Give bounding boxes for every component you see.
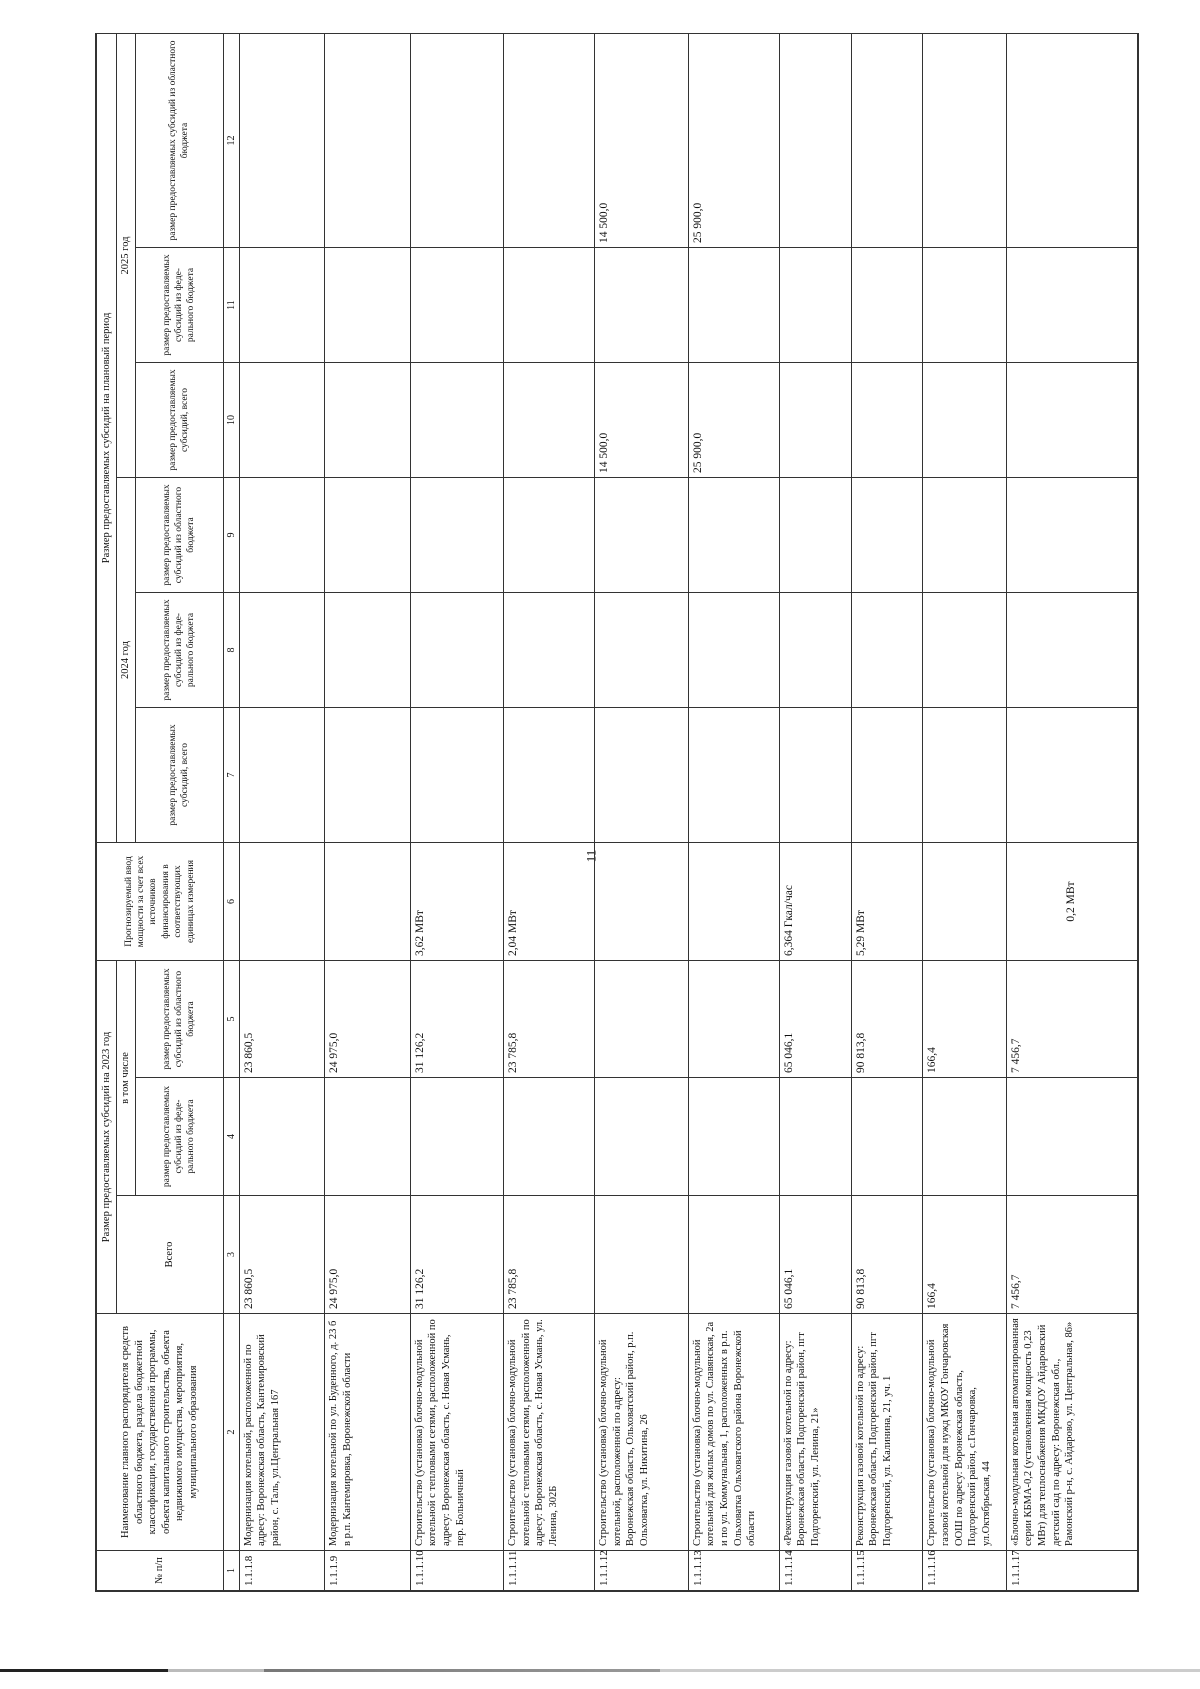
row-name-cell: Строительство (установка) блочно-модульной котельной с тепловыми сетями, расположенной по адресу: Воронежская область, с. Новая Усмань, ул. Ленина, 302Б [504, 1314, 595, 1551]
row-number-cell: 1.1.1.12 [595, 1551, 688, 1591]
total-2025-cell [239, 363, 324, 478]
regional-2024-cell [239, 478, 324, 593]
total-2023-cell: 90 813,8 [851, 1196, 923, 1314]
table-row [688, 33, 779, 1590]
table-row [851, 33, 923, 1590]
regional-2024-cell [325, 478, 410, 593]
row-number-cell: 1.1.1.14 [779, 1551, 851, 1591]
regional-2023-cell: 65 046,1 [779, 961, 851, 1078]
regional-2024-cell [923, 478, 1006, 593]
page-number: 11 [583, 849, 599, 863]
federal-2025-cell [410, 248, 503, 363]
total-2023-cell: 23 860,5 [239, 1196, 324, 1314]
total-2024-cell [923, 708, 1006, 843]
header-year-2024: 2024 год [117, 478, 136, 843]
column-number: 11 [223, 248, 239, 363]
federal-2024-cell [504, 593, 595, 708]
row-name-cell: Реконструкция газовой котельной по адресу: Воронежская область, Подгоренский район, пгт Подгоренский, ул. Калинина, 21, уч. 1 [851, 1314, 923, 1551]
header-regional-2025: размер предоставляемых субсидий из областного бюджета [135, 33, 223, 247]
total-2025-cell [410, 363, 503, 478]
federal-2025-cell [504, 248, 595, 363]
total-2024-cell [779, 708, 851, 843]
federal-2024-cell [239, 593, 324, 708]
capacity-cell [923, 843, 1006, 961]
column-number: 7 [223, 708, 239, 843]
total-2025-cell [1006, 363, 1137, 478]
capacity-cell: 3,62 МВт [410, 843, 503, 961]
federal-2023-cell [595, 1078, 688, 1196]
row-name-cell: «Блочно-модульная котельная автоматизированная серии КБМА-0,2 (установленная мощность 0,23 МВт) для теплоснабжения МКДОУ Айдаровский детский сад по адресу: Воронежская обл., Рамонский р-н, с. Айдарово, ул. Центральная, 86» [1006, 1314, 1137, 1551]
total-2023-cell [595, 1196, 688, 1314]
regional-2024-cell [410, 478, 503, 593]
capacity-cell [239, 843, 324, 961]
federal-2025-cell [851, 248, 923, 363]
federal-2024-cell [595, 593, 688, 708]
header-federal-2023: размер предоставляемых субсидий из феде-рального бюджета [135, 1078, 223, 1196]
federal-2024-cell [851, 593, 923, 708]
header-total-2024: размер предоставляемых субсидий, всего [135, 708, 223, 843]
row-number-cell: 1.1.1.8 [239, 1551, 324, 1591]
federal-2023-cell [410, 1078, 503, 1196]
capacity-cell [325, 843, 410, 961]
regional-2024-cell [851, 478, 923, 593]
regional-2025-cell [779, 33, 851, 247]
header-num: № п/п [97, 1551, 224, 1591]
federal-2023-cell [688, 1078, 779, 1196]
federal-2025-cell [779, 248, 851, 363]
total-2025-cell [779, 363, 851, 478]
total-2024-cell [239, 708, 324, 843]
total-2025-cell: 14 500,0 [595, 363, 688, 478]
capacity-cell: 2,04 МВт [504, 843, 595, 961]
header-federal-2024: размер предоставляемых субсидий из феде-рального бюджета [135, 593, 223, 708]
federal-2023-cell [504, 1078, 595, 1196]
regional-2025-cell [325, 33, 410, 247]
federal-2024-cell [410, 593, 503, 708]
row-number-cell: 1.1.1.13 [688, 1551, 779, 1591]
total-2024-cell [325, 708, 410, 843]
table-row [923, 33, 1006, 1590]
federal-2025-cell [325, 248, 410, 363]
header-subsidies-2023: Размер предоставляемых субсидий на 2023 год [97, 961, 117, 1314]
row-number-cell: 1.1.1.15 [851, 1551, 923, 1591]
regional-2024-cell [688, 478, 779, 593]
federal-2024-cell [688, 593, 779, 708]
row-number-cell: 1.1.1.11 [504, 1551, 595, 1591]
row-name-cell: Модернизация котельной, расположенной по адресу: Воронежская область, Кантемировский район, с. Таль, ул.Центральная 167 [239, 1314, 324, 1551]
federal-2023-cell [779, 1078, 851, 1196]
table-row [410, 33, 503, 1590]
header-name: Наименование главного распорядителя средств областного бюджета, раздела бюджетной классификации, государственной программы, объекта капитального строительства, объекта недвижимого имущества, мероприятия, муниципального образования [97, 1314, 224, 1551]
column-number: 2 [223, 1314, 239, 1551]
total-2023-cell [688, 1196, 779, 1314]
header-regional-2024: размер предоставляемых субсидий из областного бюджета [135, 478, 223, 593]
column-number: 1 [223, 1551, 239, 1591]
total-2025-cell [325, 363, 410, 478]
regional-2025-cell: 25 900,0 [688, 33, 779, 247]
table-row [239, 33, 324, 1590]
regional-2023-cell: 23 860,5 [239, 961, 324, 1078]
total-2025-cell [923, 363, 1006, 478]
regional-2023-cell [688, 961, 779, 1078]
total-2023-cell: 166,4 [923, 1196, 1006, 1314]
federal-2023-cell [239, 1078, 324, 1196]
federal-2024-cell [923, 593, 1006, 708]
subsidy-table-frame [95, 33, 1139, 1592]
regional-2023-cell: 24 975,0 [325, 961, 410, 1078]
row-name-cell: «Реконструкция газовой котельной по адресу: Воронежская область, Подгоренский район, пгт Подгоренский, ул. Ленина, 21» [779, 1314, 851, 1551]
row-number-cell: 1.1.1.17 [1006, 1551, 1137, 1591]
federal-2025-cell [239, 248, 324, 363]
column-number: 12 [223, 33, 239, 247]
column-number: 3 [223, 1196, 239, 1314]
header-year-2025: 2025 год [117, 33, 136, 477]
regional-2023-cell [595, 961, 688, 1078]
subsidy-table [96, 33, 1138, 1591]
column-number: 8 [223, 593, 239, 708]
federal-2024-cell [1006, 593, 1137, 708]
total-2023-cell: 7 456,7 [1006, 1196, 1137, 1314]
total-2023-cell: 65 046,1 [779, 1196, 851, 1314]
regional-2024-cell [779, 478, 851, 593]
regional-2023-cell: 23 785,8 [504, 961, 595, 1078]
total-2024-cell [851, 708, 923, 843]
table-row [595, 33, 688, 1590]
federal-2023-cell [1006, 1078, 1137, 1196]
total-2023-cell: 23 785,8 [504, 1196, 595, 1314]
row-number-cell: 1.1.1.16 [923, 1551, 1006, 1591]
federal-2023-cell [923, 1078, 1006, 1196]
column-number: 10 [223, 363, 239, 478]
federal-2024-cell [779, 593, 851, 708]
capacity-cell: 5,29 МВт [851, 843, 923, 961]
row-name-cell: Строительство (установка) блочно-модульной газовой котельной для нужд МКОУ Гончаровская ООШ по адресу: Воронежская область, Подгоренский район, с.Гончаровка, ул.Октябрьская, 44 [923, 1314, 1006, 1551]
regional-2023-cell: 90 813,8 [851, 961, 923, 1078]
federal-2025-cell [688, 248, 779, 363]
capacity-cell [688, 843, 779, 961]
header-total: Всего [117, 1196, 224, 1314]
capacity-cell: 6,364 Гкал/час [779, 843, 851, 961]
total-2024-cell [595, 708, 688, 843]
column-number: 5 [223, 961, 239, 1078]
table-body [239, 33, 1137, 1590]
federal-2025-cell [923, 248, 1006, 363]
federal-2023-cell [851, 1078, 923, 1196]
scan-edge-line [0, 1669, 1200, 1672]
total-2024-cell [410, 708, 503, 843]
row-name-cell: Строительство (установка) блочно-модульной котельной, расположенной по адресу: Воронежская область, Ольховатский район, р.п. Ольховатка, ул. Никитина, 26 [595, 1314, 688, 1551]
regional-2025-cell [1006, 33, 1137, 247]
federal-2025-cell [1006, 248, 1137, 363]
regional-2024-cell [1006, 478, 1137, 593]
total-2024-cell [1006, 708, 1137, 843]
total-2024-cell [688, 708, 779, 843]
total-2025-cell [504, 363, 595, 478]
column-number: 9 [223, 478, 239, 593]
row-number-cell: 1.1.1.9 [325, 1551, 410, 1591]
total-2025-cell [851, 363, 923, 478]
row-number-cell: 1.1.1.10 [410, 1551, 503, 1591]
row-name-cell: Строительство (установка) блочно-модульной котельной с тепловыми сетями, расположенной по адресу: Воронежская область, с. Новая Усмань, пер. Больничный [410, 1314, 503, 1551]
regional-2025-cell [410, 33, 503, 247]
total-2023-cell: 24 975,0 [325, 1196, 410, 1314]
regional-2024-cell [595, 478, 688, 593]
regional-2025-cell: 14 500,0 [595, 33, 688, 247]
table-row [504, 33, 595, 1590]
row-name-cell: Модернизация котельной по ул. Буденного, д. 23 б в р.п. Кантемировка, Воронежской области [325, 1314, 410, 1551]
regional-2023-cell: 31 126,2 [410, 961, 503, 1078]
table-row [779, 33, 851, 1590]
header-including: в том числе [117, 961, 136, 1196]
regional-2025-cell [851, 33, 923, 247]
header-capacity: Прогнозируемый ввод мощности за счет всех источников финансирования в соответствующих единицах измерения [97, 843, 224, 961]
capacity-cell: 0,2 МВт [1006, 843, 1137, 961]
regional-2025-cell [923, 33, 1006, 247]
total-2023-cell: 31 126,2 [410, 1196, 503, 1314]
header-regional-2023: размер предоставляемых субсидий из областного бюджета [135, 961, 223, 1078]
federal-2023-cell [325, 1078, 410, 1196]
row-name-cell: Строительство (установка) блочно-модульной котельной для жилых домов по ул. Славянская, 2а и по ул. Коммунальная, 1, расположенных в р.п. Ольховатка Ольховатского района Воронежской области [688, 1314, 779, 1551]
regional-2023-cell: 7 456,7 [1006, 961, 1137, 1078]
header-planned-period: Размер предоставляемых субсидий на плановый период [97, 33, 117, 842]
header-total-2025: размер предоставляемых субсидий, всего [135, 363, 223, 478]
table-row [325, 33, 410, 1590]
regional-2023-cell: 166,4 [923, 961, 1006, 1078]
regional-2025-cell [239, 33, 324, 247]
total-2025-cell: 25 900,0 [688, 363, 779, 478]
column-number: 4 [223, 1078, 239, 1196]
capacity-cell [595, 843, 688, 961]
regional-2025-cell [504, 33, 595, 247]
regional-2024-cell [504, 478, 595, 593]
column-number: 6 [223, 843, 239, 961]
federal-2025-cell [595, 248, 688, 363]
total-2024-cell [504, 708, 595, 843]
header-federal-2025: размер предоставляемых субсидий из феде-рального бюджета [135, 248, 223, 363]
federal-2024-cell [325, 593, 410, 708]
table-row [1006, 33, 1137, 1590]
